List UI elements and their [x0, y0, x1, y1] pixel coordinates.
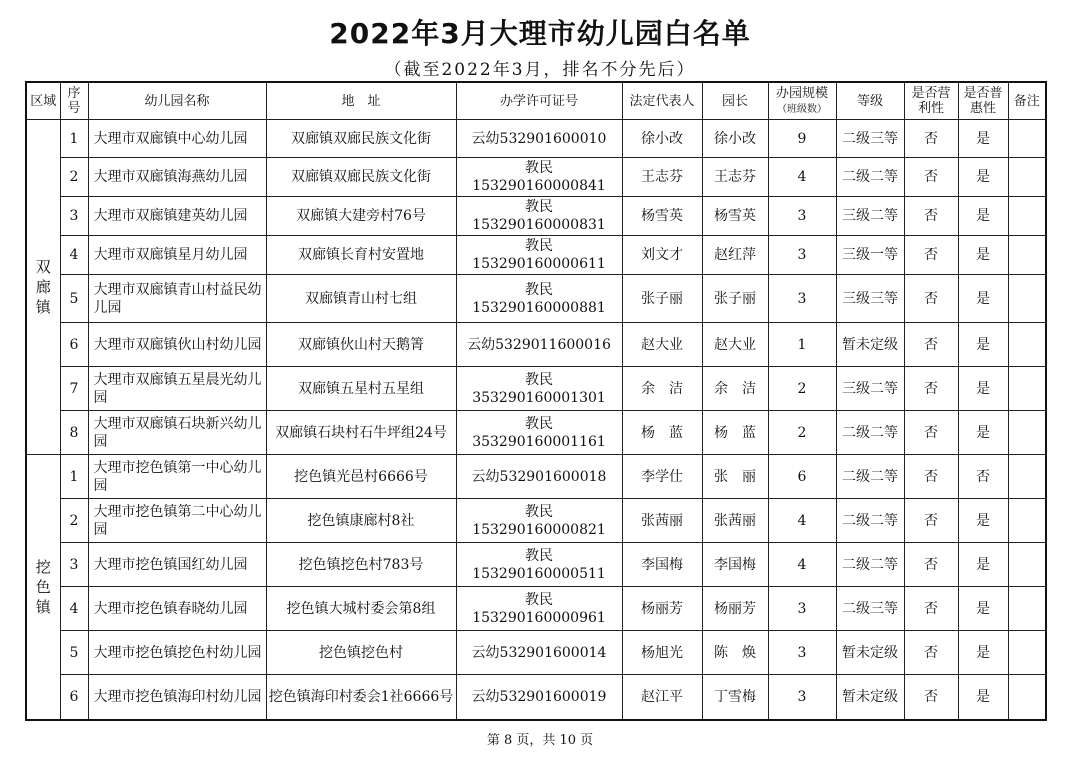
header-principal: 园长: [702, 82, 768, 120]
header-license: 办学许可证号: [456, 82, 622, 120]
cell-seq: 5: [60, 275, 88, 323]
table-row: [26, 543, 1046, 587]
header-address: 地 址: [266, 82, 456, 120]
cell-remarks: [1008, 499, 1046, 543]
cell-remarks: [1008, 455, 1046, 499]
cell-license: 教民353290160001301: [456, 367, 622, 411]
cell-remarks: [1008, 323, 1046, 367]
cell-scale: 3: [768, 631, 836, 675]
cell-scale: 3: [768, 197, 836, 236]
cell-remarks: [1008, 587, 1046, 631]
cell-address: 挖色镇挖色村783号: [266, 543, 456, 587]
cell-license: 教民153290160000961: [456, 587, 622, 631]
cell-license: 教民153290160000821: [456, 499, 622, 543]
cell-remarks: [1008, 197, 1046, 236]
cell-for-profit: 否: [904, 275, 958, 323]
cell-scale: 4: [768, 158, 836, 197]
header-name: 幼儿园名称: [88, 82, 266, 120]
cell-inclusive: 是: [958, 236, 1008, 275]
cell-address: 双廊镇双廊民族文化街: [266, 120, 456, 158]
cell-scale: 4: [768, 543, 836, 587]
cell-grade: 二级三等: [836, 120, 904, 158]
cell-grade: 二级二等: [836, 499, 904, 543]
cell-principal: 杨雪英: [702, 197, 768, 236]
cell-inclusive: 是: [958, 631, 1008, 675]
cell-license: 教民153290160000841: [456, 158, 622, 197]
cell-remarks: [1008, 675, 1046, 720]
cell-inclusive: 是: [958, 158, 1008, 197]
cell-for-profit: 否: [904, 197, 958, 236]
header-scale-unit: （班级数）: [777, 103, 827, 115]
cell-for-profit: 否: [904, 411, 958, 455]
table-row: [26, 236, 1046, 275]
kindergarten-table: [25, 81, 1047, 721]
cell-scale: 3: [768, 236, 836, 275]
cell-legal-rep: 杨丽芳: [622, 587, 702, 631]
cell-for-profit: 否: [904, 587, 958, 631]
cell-grade: 二级二等: [836, 543, 904, 587]
cell-legal-rep: 赵江平: [622, 675, 702, 720]
cell-license: 云幼532901600018: [456, 455, 622, 499]
cell-seq: 3: [60, 543, 88, 587]
cell-scale: 4: [768, 499, 836, 543]
cell-principal: 杨 蓝: [702, 411, 768, 455]
cell-address: 双廊镇伙山村天鹅箐: [266, 323, 456, 367]
table-row: [26, 120, 1046, 158]
cell-region: [26, 455, 60, 720]
cell-legal-rep: 王志芬: [622, 158, 702, 197]
cell-principal: 丁雪梅: [702, 675, 768, 720]
cell-principal: 杨丽芳: [702, 587, 768, 631]
cell-scale: 3: [768, 275, 836, 323]
cell-principal: 赵大业: [702, 323, 768, 367]
table-body: [26, 120, 1046, 720]
cell-license: 教民153290160000511: [456, 543, 622, 587]
cell-remarks: [1008, 543, 1046, 587]
cell-grade: 暂未定级: [836, 631, 904, 675]
table-row: [26, 275, 1046, 323]
cell-seq: 6: [60, 675, 88, 720]
cell-name: 大理市双廊镇伙山村幼儿园: [88, 323, 266, 367]
cell-seq: 6: [60, 323, 88, 367]
table-row: [26, 411, 1046, 455]
cell-name: 大理市双廊镇中心幼儿园: [88, 120, 266, 158]
cell-seq: 3: [60, 197, 88, 236]
cell-legal-rep: 徐小改: [622, 120, 702, 158]
cell-inclusive: 是: [958, 120, 1008, 158]
cell-legal-rep: 刘文才: [622, 236, 702, 275]
cell-inclusive: 是: [958, 367, 1008, 411]
cell-grade: 三级二等: [836, 197, 904, 236]
cell-inclusive: 是: [958, 675, 1008, 720]
page-subtitle: （截至2022年3月，排名不分先后）: [384, 60, 696, 80]
cell-legal-rep: 赵大业: [622, 323, 702, 367]
cell-remarks: [1008, 411, 1046, 455]
cell-license: 云幼5329011600016: [456, 323, 622, 367]
cell-for-profit: 否: [904, 499, 958, 543]
cell-grade: 三级一等: [836, 236, 904, 275]
cell-inclusive: 是: [958, 275, 1008, 323]
cell-address: 双廊镇五星村五星组: [266, 367, 456, 411]
cell-scale: 2: [768, 411, 836, 455]
table-row: [26, 675, 1046, 720]
header-grade: 等级: [836, 82, 904, 120]
cell-name: 大理市双廊镇星月幼儿园: [88, 236, 266, 275]
cell-license: 教民153290160000831: [456, 197, 622, 236]
cell-name: 大理市挖色镇第一中心幼儿园: [88, 455, 266, 499]
cell-grade: 三级三等: [836, 275, 904, 323]
cell-scale: 1: [768, 323, 836, 367]
cell-inclusive: 是: [958, 543, 1008, 587]
region-label: 挖色镇: [35, 557, 51, 616]
cell-seq: 1: [60, 455, 88, 499]
cell-inclusive: 是: [958, 323, 1008, 367]
table-row: [26, 499, 1046, 543]
cell-seq: 7: [60, 367, 88, 411]
cell-remarks: [1008, 367, 1046, 411]
table-row: [26, 158, 1046, 197]
cell-seq: 1: [60, 120, 88, 158]
cell-legal-rep: 李国梅: [622, 543, 702, 587]
cell-inclusive: 是: [958, 587, 1008, 631]
cell-for-profit: 否: [904, 236, 958, 275]
cell-address: 挖色镇海印村委会1社6666号: [266, 675, 456, 720]
cell-principal: 余 洁: [702, 367, 768, 411]
cell-grade: 二级二等: [836, 455, 904, 499]
region-label: 双廊镇: [35, 258, 51, 316]
cell-remarks: [1008, 236, 1046, 275]
cell-address: 双廊镇石块村石牛坪组24号: [266, 411, 456, 455]
cell-principal: 赵红萍: [702, 236, 768, 275]
cell-principal: 徐小改: [702, 120, 768, 158]
cell-remarks: [1008, 158, 1046, 197]
cell-license: 云幼532901600010: [456, 120, 622, 158]
cell-for-profit: 否: [904, 543, 958, 587]
cell-legal-rep: 杨雪英: [622, 197, 702, 236]
table-header: [26, 82, 1046, 120]
cell-legal-rep: 余 洁: [622, 367, 702, 411]
cell-name: 大理市双廊镇建英幼儿园: [88, 197, 266, 236]
cell-license: 云幼532901600014: [456, 631, 622, 675]
cell-legal-rep: 杨旭光: [622, 631, 702, 675]
cell-for-profit: 否: [904, 158, 958, 197]
cell-for-profit: 否: [904, 323, 958, 367]
cell-scale: 3: [768, 675, 836, 720]
cell-seq: 2: [60, 499, 88, 543]
cell-address: 双廊镇长育村安置地: [266, 236, 456, 275]
cell-address: 挖色镇大城村委会第8组: [266, 587, 456, 631]
cell-grade: 二级三等: [836, 587, 904, 631]
cell-principal: 陈 焕: [702, 631, 768, 675]
header-region: 区域: [26, 82, 60, 120]
cell-name: 大理市双廊镇海燕幼儿园: [88, 158, 266, 197]
table-row: [26, 587, 1046, 631]
cell-for-profit: 否: [904, 120, 958, 158]
cell-seq: 4: [60, 236, 88, 275]
cell-principal: 张 丽: [702, 455, 768, 499]
cell-seq: 4: [60, 587, 88, 631]
cell-for-profit: 否: [904, 675, 958, 720]
cell-for-profit: 否: [904, 631, 958, 675]
cell-name: 大理市双廊镇石块新兴幼儿园: [88, 411, 266, 455]
cell-address: 挖色镇光邑村6666号: [266, 455, 456, 499]
header-legal-rep: 法定代表人: [622, 82, 702, 120]
cell-address: 挖色镇挖色村: [266, 631, 456, 675]
cell-name: 大理市双廊镇青山村益民幼儿园: [88, 275, 266, 323]
cell-remarks: [1008, 631, 1046, 675]
cell-address: 双廊镇大建旁村76号: [266, 197, 456, 236]
cell-inclusive: 是: [958, 411, 1008, 455]
cell-name: 大理市挖色镇挖色村幼儿园: [88, 631, 266, 675]
cell-address: 双廊镇双廊民族文化街: [266, 158, 456, 197]
cell-inclusive: 否: [958, 455, 1008, 499]
cell-scale: 6: [768, 455, 836, 499]
cell-principal: 王志芬: [702, 158, 768, 197]
cell-license: 云幼532901600019: [456, 675, 622, 720]
cell-principal: 张茜丽: [702, 499, 768, 543]
cell-legal-rep: 张茜丽: [622, 499, 702, 543]
cell-name: 大理市挖色镇国红幼儿园: [88, 543, 266, 587]
cell-name: 大理市挖色镇第二中心幼儿园: [88, 499, 266, 543]
table-row: [26, 323, 1046, 367]
cell-principal: 李国梅: [702, 543, 768, 587]
cell-principal: 张子丽: [702, 275, 768, 323]
cell-name: 大理市挖色镇春晓幼儿园: [88, 587, 266, 631]
cell-grade: 三级二等: [836, 367, 904, 411]
cell-license: 教民153290160000881: [456, 275, 622, 323]
cell-for-profit: 否: [904, 367, 958, 411]
table-row: [26, 197, 1046, 236]
page-title: 2022年3月大理市幼儿园白名单: [329, 17, 751, 50]
cell-inclusive: 是: [958, 197, 1008, 236]
cell-remarks: [1008, 275, 1046, 323]
header-for-profit: 是否营利性: [904, 82, 958, 120]
cell-legal-rep: 杨 蓝: [622, 411, 702, 455]
cell-scale: 9: [768, 120, 836, 158]
cell-grade: 二级二等: [836, 411, 904, 455]
cell-grade: 暂未定级: [836, 675, 904, 720]
header-inclusive: 是否普惠性: [958, 82, 1008, 120]
cell-region: [26, 120, 60, 455]
table-row: [26, 367, 1046, 411]
cell-name: 大理市挖色镇海印村幼儿园: [88, 675, 266, 720]
table-row: [26, 631, 1046, 675]
cell-license: 教民153290160000611: [456, 236, 622, 275]
cell-scale: 2: [768, 367, 836, 411]
cell-address: 挖色镇康廊村8社: [266, 499, 456, 543]
cell-for-profit: 否: [904, 455, 958, 499]
cell-remarks: [1008, 120, 1046, 158]
cell-name: 大理市双廊镇五星晨光幼儿园: [88, 367, 266, 411]
table-row: [26, 455, 1046, 499]
cell-grade: 二级二等: [836, 158, 904, 197]
cell-inclusive: 是: [958, 499, 1008, 543]
cell-seq: 2: [60, 158, 88, 197]
header-remarks: 备注: [1008, 82, 1046, 120]
cell-license: 教民353290160001161: [456, 411, 622, 455]
cell-grade: 暂未定级: [836, 323, 904, 367]
header-seq: 序号: [60, 82, 88, 120]
cell-legal-rep: 张子丽: [622, 275, 702, 323]
header-scale: [768, 82, 836, 120]
header-scale-label: 办园规模: [775, 85, 828, 101]
cell-address: 双廊镇青山村七组: [266, 275, 456, 323]
cell-seq: 8: [60, 411, 88, 455]
cell-scale: 3: [768, 587, 836, 631]
cell-seq: 5: [60, 631, 88, 675]
cell-legal-rep: 李学仕: [622, 455, 702, 499]
page-footer: 第 8 页，共 10 页: [486, 733, 594, 748]
